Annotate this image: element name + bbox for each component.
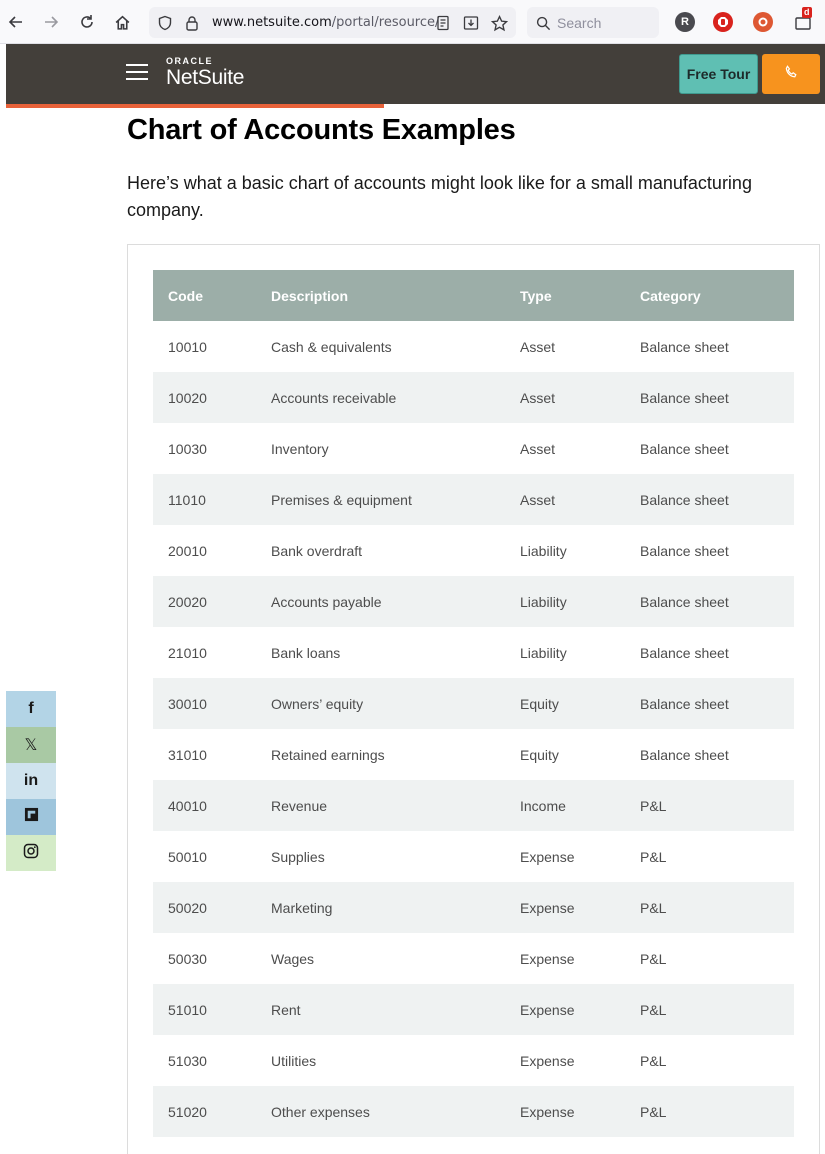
cell-description: Utilities (271, 1052, 317, 1069)
x-icon: 𝕏 (24, 737, 38, 754)
table-row (153, 321, 794, 372)
shield-icon[interactable] (155, 13, 175, 33)
share-linkedin-button[interactable] (6, 763, 56, 799)
extension-badge-icon[interactable] (793, 7, 813, 32)
cell-description: Retained earnings (271, 746, 385, 763)
cell-type: Asset (520, 338, 556, 355)
table-row (153, 627, 794, 678)
cell-code: 21010 (168, 644, 207, 661)
cell-type: Expense (520, 1103, 575, 1120)
cell-category: P&L (640, 899, 667, 916)
call-button[interactable] (762, 54, 820, 94)
table-row (153, 576, 794, 627)
share-flipboard-button[interactable] (6, 799, 56, 835)
table-row (153, 831, 794, 882)
cell-code: 10010 (168, 338, 207, 355)
cell-description: Bank loans (271, 644, 341, 661)
duckduckgo-icon[interactable] (753, 12, 773, 32)
table-row (153, 729, 794, 780)
cell-type: Equity (520, 746, 559, 763)
cell-code: 10020 (168, 389, 207, 406)
back-icon[interactable] (4, 10, 28, 34)
cell-description: Supplies (271, 848, 325, 865)
url-domain: www.netsuite.com (212, 15, 332, 30)
cell-code: 11010 (168, 491, 206, 508)
cell-category: Balance sheet (640, 338, 729, 355)
cell-category: P&L (640, 1001, 667, 1018)
facebook-icon: f (28, 700, 34, 717)
chart-of-accounts-table (153, 270, 794, 1137)
cell-category: P&L (640, 848, 667, 865)
cell-description: Rent (271, 1001, 301, 1018)
cell-type: Expense (520, 899, 575, 916)
cell-type: Expense (520, 848, 575, 865)
intro-text: Here’s what a basic chart of accounts might look like for a small manufacturing company. (127, 173, 752, 220)
cell-code: 40010 (168, 797, 207, 814)
cell-category: Balance sheet (640, 644, 729, 661)
cell-code: 30010 (168, 695, 207, 712)
share-x-button[interactable] (6, 727, 56, 763)
reading-progress-bar (6, 104, 384, 108)
cell-code: 50010 (168, 848, 207, 865)
flipboard-icon (24, 807, 39, 827)
cell-code: 20010 (168, 542, 207, 559)
extension-badge-count: d (804, 7, 810, 17)
header-code: Code (168, 287, 203, 304)
table-row (153, 1035, 794, 1086)
search-bar[interactable] (527, 7, 659, 38)
cell-description: Accounts receivable (271, 389, 397, 406)
cell-description: Owners’ equity (271, 695, 364, 712)
cell-description: Other expenses (271, 1103, 370, 1120)
table-row (153, 882, 794, 933)
cell-code: 50030 (168, 950, 207, 967)
extension-r-label: R (681, 16, 689, 28)
header-description: Description (271, 287, 349, 304)
cell-type: Equity (520, 695, 559, 712)
cell-type: Expense (520, 1052, 575, 1069)
table-row (153, 678, 794, 729)
table-row (153, 474, 794, 525)
cell-description: Bank overdraft (271, 542, 363, 559)
phone-icon (784, 65, 798, 84)
url-path: /portal/resource/ (331, 15, 440, 30)
cell-description: Accounts payable (271, 593, 382, 610)
share-facebook-button[interactable] (6, 691, 56, 727)
cell-type: Expense (520, 1001, 575, 1018)
cell-type: Liability (520, 542, 567, 559)
lock-icon[interactable] (182, 13, 202, 33)
cell-code: 51010 (168, 1001, 207, 1018)
cell-description: Premises & equipment (271, 491, 412, 508)
cell-category: Balance sheet (640, 593, 729, 610)
cell-type: Liability (520, 644, 567, 661)
cell-type: Asset (520, 389, 556, 406)
cell-description: Revenue (271, 797, 328, 814)
cell-category: Balance sheet (640, 491, 729, 508)
table-row (153, 423, 794, 474)
table-row (153, 1086, 794, 1137)
page-title: Chart of Accounts Examples (127, 114, 516, 146)
cell-category: Balance sheet (640, 746, 729, 763)
free-tour-button[interactable]: Free Tour (679, 54, 758, 94)
search-placeholder: Search (557, 15, 602, 31)
table-row (153, 525, 794, 576)
cell-category: Balance sheet (640, 440, 729, 457)
cell-category: Balance sheet (640, 389, 729, 406)
cell-description: Cash & equivalents (271, 338, 392, 355)
table-card (127, 244, 820, 1154)
cell-type: Asset (520, 440, 556, 457)
cell-code: 51030 (168, 1052, 207, 1069)
download-icon[interactable] (461, 13, 481, 33)
browser-toolbar (0, 0, 825, 44)
logo-oracle-text[interactable]: ORACLE (166, 56, 213, 66)
cell-code: 10030 (168, 440, 207, 457)
reader-view-icon[interactable] (433, 13, 453, 33)
adblock-icon[interactable] (713, 12, 733, 32)
cell-type: Asset (520, 491, 556, 508)
cell-code: 31010 (168, 746, 207, 763)
cell-code: 51020 (168, 1103, 207, 1120)
url-bar[interactable] (149, 7, 516, 38)
linkedin-icon: in (23, 772, 39, 789)
url-text[interactable] (212, 15, 440, 30)
header-category: Category (640, 287, 701, 304)
cell-type: Liability (520, 593, 567, 610)
cell-description: Marketing (271, 899, 333, 916)
cell-description: Wages (271, 950, 315, 967)
cell-category: P&L (640, 950, 667, 967)
cell-code: 20020 (168, 593, 207, 610)
site-header (6, 44, 825, 104)
cell-category: P&L (640, 1103, 667, 1120)
cell-category: Balance sheet (640, 695, 729, 712)
cell-category: Balance sheet (640, 542, 729, 559)
table-header-row (153, 270, 794, 321)
menu-icon[interactable] (126, 64, 150, 84)
extension-r-icon[interactable] (675, 12, 695, 32)
instagram-icon (23, 843, 39, 864)
search-icon (533, 13, 553, 33)
cell-code: 50020 (168, 899, 207, 916)
cell-description: Inventory (271, 440, 329, 457)
cell-type: Expense (520, 950, 575, 967)
cell-category: P&L (640, 1052, 667, 1069)
table-row (153, 933, 794, 984)
home-icon[interactable] (110, 10, 134, 34)
forward-icon[interactable] (39, 10, 63, 34)
logo-netsuite-text[interactable]: NetSuite (166, 66, 245, 89)
table-row (153, 780, 794, 831)
cell-category: P&L (640, 797, 667, 814)
table-row (153, 372, 794, 423)
table-row (153, 984, 794, 1035)
reload-icon[interactable] (75, 10, 99, 34)
share-instagram-button[interactable] (6, 835, 56, 871)
bookmark-star-icon[interactable] (489, 13, 509, 33)
cell-type: Income (520, 797, 566, 814)
header-type: Type (520, 287, 552, 304)
